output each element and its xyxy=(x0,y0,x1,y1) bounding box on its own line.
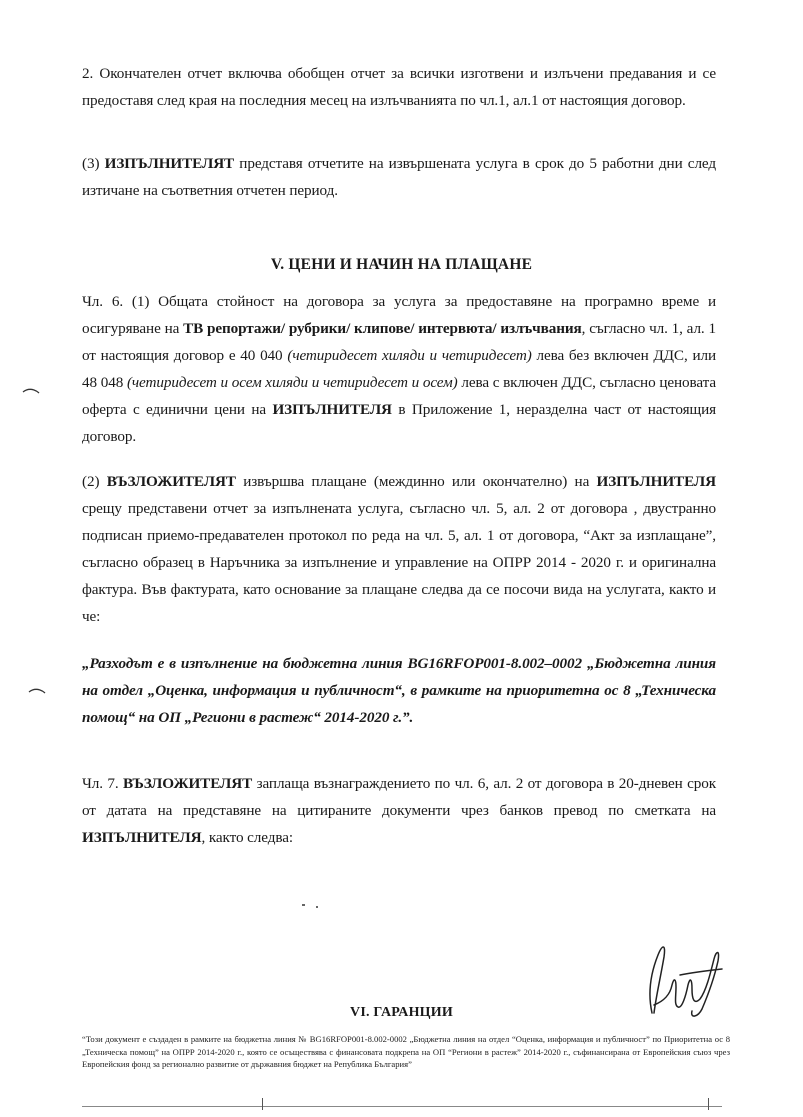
text-fragment: заплаща възнаграждението по чл. 6, ал. 2 от договора в 20-дневен срок от датата на представяне на цитираните документи чрез банков превод по сметката на xyxy=(82,775,716,819)
paragraph-number: (2) xyxy=(82,473,107,490)
margin-mark xyxy=(28,688,46,694)
section-heading-prices: V. ЦЕНИ И НАЧИН НА ПЛАЩАНЕ xyxy=(270,256,533,273)
amount-in-words: (четиридесет хиляди и четиридесет) xyxy=(287,347,532,364)
client-name: ВЪЗЛОЖИТЕЛЯТ xyxy=(123,775,253,792)
margin-mark xyxy=(22,388,40,394)
amount-in-words: (четиридесет и осем хиляди и четиридесет и осем) xyxy=(126,374,458,391)
text-fragment: Чл. 6. (1) Общата стойност на договора за услуга за предоставяне на програмно време и осигуряване на xyxy=(82,293,716,337)
funding-footer-note: “Този документ е създаден в рамките на бюджетна линия № BG16RFOP001-8.002-0002 „Бюджетна линия на отдел “Оценка, информация и публичност” по Приоритетна ос 8 „Техническа помощ” на ОПРР 2014-2020 г., която се осъществява с финансовата подкрепа на ОП “Региони в растеж” 2014-2020 г., съфинансирана от Европейския съюз чрез Европейския фонд за регионално развитие от държавния бюджет на Република България” xyxy=(82,1034,730,1069)
services-list: ТВ репортажи/ рубрики/ клипове/ интервюта/ излъчвания xyxy=(183,320,582,337)
signature xyxy=(630,935,740,1020)
paragraph-final-report: 2. Окончателен отчет включва обобщен отчет за всички изготвени и излъчени предавания и се предоставя след края на последния месец на излъчванията по чл.1, ал.1 от настоящия договор. xyxy=(82,65,716,109)
article-6-paragraph-1 xyxy=(82,288,716,450)
scan-speck xyxy=(316,906,318,908)
scan-tick xyxy=(708,1098,709,1110)
section-heading-guarantees: VI. ГАРАНЦИИ xyxy=(350,1005,453,1020)
text-fragment: , както следва: xyxy=(201,829,293,846)
paragraph-text: представя отчетите на извършената услуга в срок до 5 работни дни след изтичане на съответния отчетен период. xyxy=(82,155,716,199)
text-fragment: извършва плащане (междинно или окончателно) на xyxy=(235,473,597,490)
text-fragment: лева без включен ДДС, или 48 048 xyxy=(82,347,716,391)
contractor-name: ИЗПЪЛНИТЕЛЯ xyxy=(272,401,392,418)
contractor-name: ИЗПЪЛНИТЕЛЯТ xyxy=(104,155,235,172)
scan-tick xyxy=(262,1098,263,1110)
article-6-paragraph-2 xyxy=(82,468,716,630)
contractor-name: ИЗПЪЛНИТЕЛЯ xyxy=(596,473,716,490)
text-fragment: в Приложение 1, неразделна част от настоящия договор. xyxy=(82,401,716,445)
article-7 xyxy=(82,770,716,851)
paragraph-number: (3) xyxy=(82,155,105,172)
text-fragment: , съгласно чл. 1, ал. 1 от настоящия договор е 40 040 xyxy=(82,320,716,364)
article-number: Чл. 7. xyxy=(82,775,123,792)
bottom-edge-line xyxy=(82,1106,722,1107)
budget-line-quote: „Разходът е в изпълнение на бюджетна линия BG16RFOP001-8.002–0002 „Бюджетна линия на отдел „Оценка, информация и публичност“, в рамките на приоритетна ос 8 „Техническа помощ“ на ОП „Региони в растеж“ 2014-2020 г.”. xyxy=(82,655,716,726)
paragraph-3-reports xyxy=(82,150,716,204)
client-name: ВЪЗЛОЖИТЕЛЯТ xyxy=(106,473,236,490)
contractor-name: ИЗПЪЛНИТЕЛЯ xyxy=(82,829,202,846)
text-fragment: лева с включен ДДС, съгласно ценовата оферта с единични цени на xyxy=(82,374,716,418)
scan-speck xyxy=(302,904,305,906)
text-fragment: срещу представени отчет за изпълнената услуга, съгласно чл. 5, ал. 2 от договора , двустранно подписан приемо-предавателен протокол по реда на чл. 5, ал. 1 от договора, “Акт за изплащане”, съгласно образец в Наръчника за изпълнение и управление на ОПРР 2014 - 2020 г. и оригинална фактура. Във фактурата, като основание за плащане следва да се посочи вида на услугата, както и че: xyxy=(82,500,716,625)
